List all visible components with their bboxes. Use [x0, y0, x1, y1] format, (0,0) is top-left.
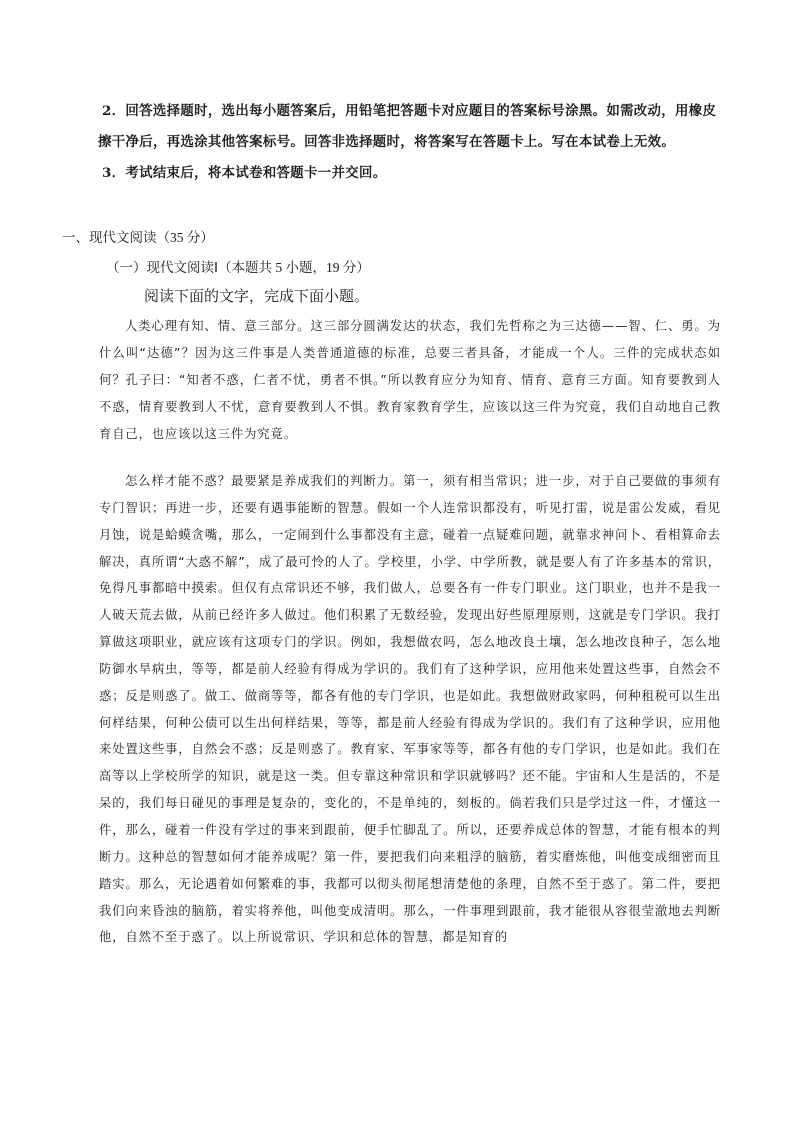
reading-instruction: 阅读下面的文字，完成下面小题。: [144, 287, 370, 305]
subsection-title: （一）现代文阅读Ⅰ（本题共 5 小题，19 分）: [106, 260, 370, 275]
section-title: 一、现代文阅读（35 分）: [62, 230, 214, 245]
notice-item-3: 3．考试结束后，将本试卷和答题卡一并交回。: [102, 165, 387, 181]
passage-paragraph: 怎么样才能不惑？最要紧是养成我们的判断力。第一，须有相当常识；进一步，对于自己要做的事须有专门智识；再进一步，还要有遇事能断的智慧。假如一个人连常识都没有，听见打雷，说是雷公发威，看见月蚀，说是蛤蟆贪嘴，那么，一定闹到什么事都没有主意，碰着一点疑难问题，就靠求神问卜、看相算命去解决，真所谓“大惑不解”，成了最可怜的人了。学校里，小学、中学所教，就是要人有了许多基本的常识，免得凡事都暗中摸索。但仅有点常识还不够，我们做人，总要各有一件专门职业。这门职业，也并不是我一人破天荒去做，从前已经许多人做过。他们积累了无数经验，发现出好些原理原则，这就是专门学识。我打算做这项职业，就应该有这项专门的学识。例如，我想做农吗，怎么地改良土壤，怎么地改良种子，怎么地防御水旱病虫，等等，都是前人经验有得成为学识的。我们有了这种学识，应用他来处置这些事，自然会不惑；反是则惑了。做工、做商等等，都各有他的专门学识，也是如此。我想做财政家吗，何种租税可以生出何样结果，何种公债可以生出何样结果，等等，都是前人经验有得成为学识的。我们有了这种学识，应用他来处置这些事，自然会不惑；反是则惑了。教育家、军事家等等，都各有他的专门学识，也是如此。我们在高等以上学校所学的知识，就是这一类。但专靠这种常识和学识就够吗？还不能。宇宙和人生是活的，不是呆的，我们每日碰见的事理是复杂的，变化的，不是单纯的，刻板的。倘若我们只是学过这一件，才懂这一件，那么，碰着一件没有学过的事来到跟前，便手忙脚乱了。所以，还要养成总体的智慧，才能有根本的判断力。这种总的智慧如何才能养成呢？第一件，要把我们向来粗浮的脑筋，着实磨炼他，叫他变成细密而且踏实。那么，无论遇着如何繁难的事，我都可以彻头彻尾想清楚他的条理，自然不至于惑了。第二件，要把我们向来昏浊的脑筋，着实将养他，叫他变成清明。那么，一件事理到跟前，我才能很从容很莹澈地去判断他，自然不至于惑了。以上所说常识、学识和总体的智慧，都是知育的: [99, 474, 721, 945]
passage-paragraph: 人类心理有知、情、意三部分。这三部分圆满发达的状态，我们先哲称之为三达德——智、仁、勇。为什么叫“达德”？因为这三件事是人类普通道德的标准，总要三者具备，才能成一个人。三件的完成状态如何？孔子曰：“知者不惑，仁者不忧，勇者不惧。”所以教育应分为知育、情育、意育三方面。知育要教到人不惑，情育要教到人不忧，意育要教到人不惧。教育家教育学生，应该以这三件为究竟，我们自动地自己教育自己，也应该以这三件为究竟。: [99, 319, 721, 441]
notice-item-2: 2．回答选择题时，选出每小题答案后，用铅笔把答题卡对应题目的答案标号涂黑。如需改动，用橡皮擦干净后，再选涂其他答案标号。回答非选择题时，将答案写在答题卡上。写在本试卷上无效。: [98, 103, 717, 150]
